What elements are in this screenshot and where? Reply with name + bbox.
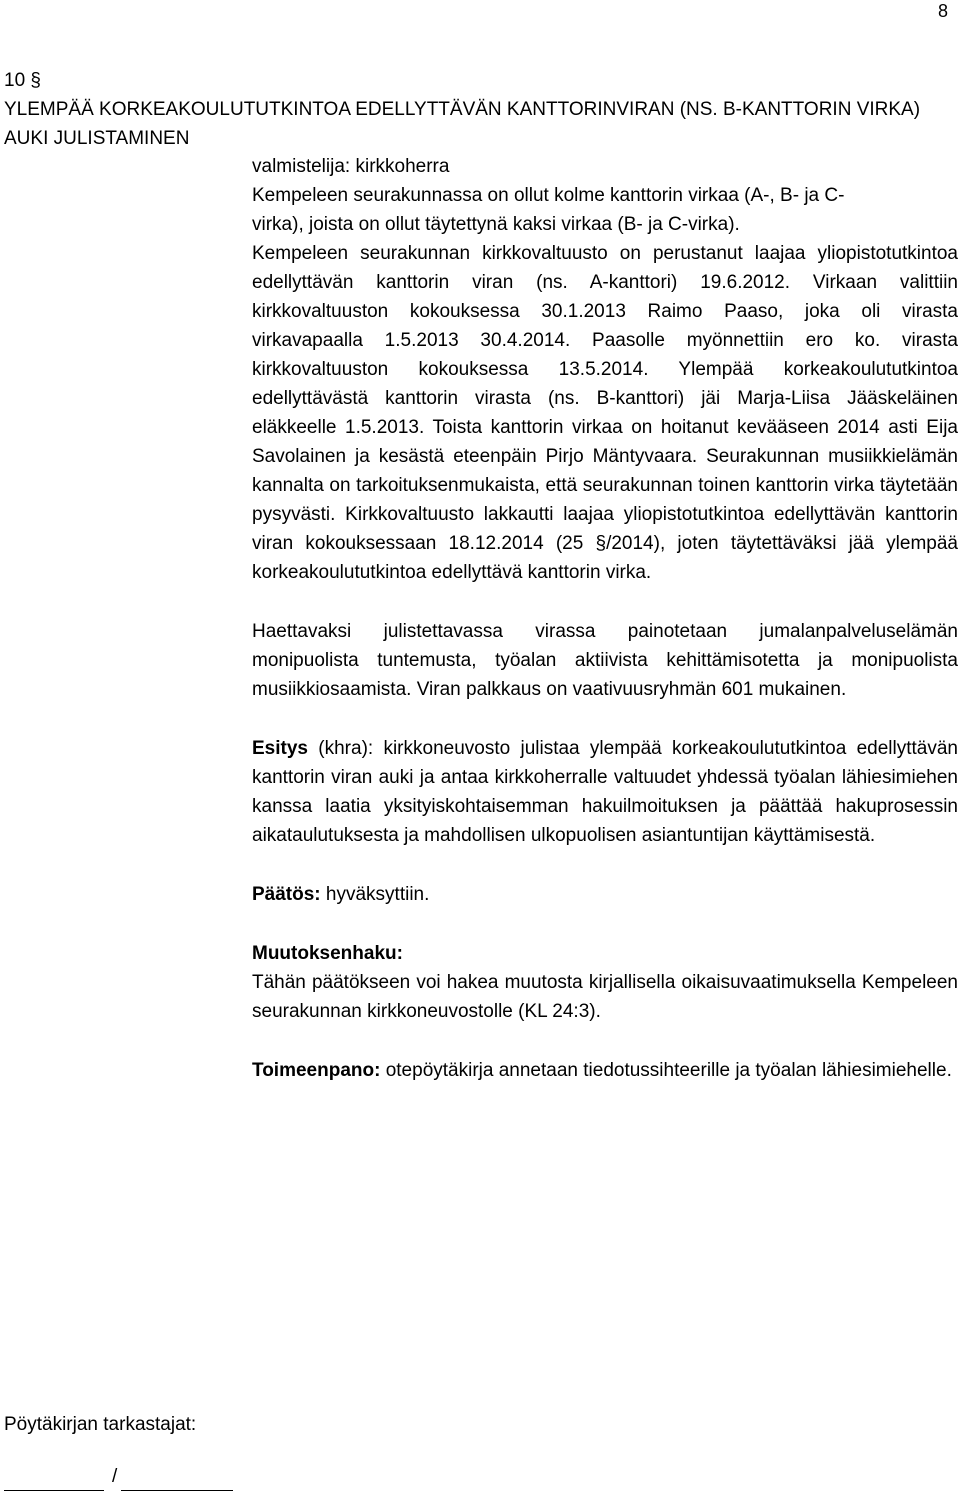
preparer-line: valmistelija: kirkkoherra [252, 156, 450, 177]
section-title-line-1: YLEMPÄÄ KORKEAKOULUTUTKINTOA EDELLYTTÄVÄN KANTTORINVIRAN (NS. B-KANTTORIN VIRKA) [4, 99, 921, 120]
proposal-label: Esitys [252, 738, 308, 759]
signature-blank-2 [121, 1470, 233, 1491]
section-number: 10 § [4, 70, 41, 91]
section-body [252, 152, 958, 1085]
decision-label: Päätös: [252, 884, 321, 905]
appeal-label: Muutoksenhaku: [252, 943, 403, 964]
background-paragraph: Kempeleen seurakunnan kirkkovaltuusto on perustanut laajaa yliopistotutkintoa edellyttävän kanttorin viran (ns. A-kanttori) 19.6.2012. Virkaan valittiin kirkkovaltuuston kokouksessa 30.1.2013 Raimo Paaso, joka oli virasta virkavapaalla 1.5.2013 30.4.2014. Paasolle myönnettiin ero ko. virasta kirkkovaltuuston kokouksessa 13.5.2014. Ylempää korkeakoulututkintoa edellyttävästä kanttorin virasta (ns. B-kanttori) jäi Marja-Liisa Jääskeläinen eläkkeelle 1.5.2013. Toista kanttorin virkaa on hoitanut kevääseen 2014 asti Eija Savolainen ja kesästä eteenpäin Pirjo Mäntyvaara. Seurakunnan musiikkielämän kannalta on tarkoituksenmukaista, että seurakunnan toinen kanttorin virka täytetään pysyvästi. Kirkkovaltuusto lakkautti laajaa yliopistotutkintoa edellyttävän kanttorin viran kokouksessaan 18.12.2014 (25 §/2014), joten täytettäväksi jää ylempää korkeakoulututkintoa edellyttävä kanttorin virka. [252, 243, 958, 583]
decision-text: hyväksyttiin. [320, 884, 430, 905]
section-title-line-2: AUKI JULISTAMINEN [4, 128, 190, 149]
execution-text: otepöytäkirja annetaan tiedotussihteerille ja työalan lähiesimiehelle. [380, 1060, 952, 1081]
proposal-paragraph [252, 734, 958, 850]
section-header [4, 66, 956, 153]
execution-label: Toimeenpano: [252, 1060, 381, 1081]
signature-blank-1 [4, 1470, 104, 1491]
page-number: 8 [937, 1, 948, 21]
proposal-text: (khra): kirkkoneuvosto julistaa ylempää korkeakoulututkintoa edellyttävän kanttorin viran auki ja antaa kirkkoherralle valtuudet yhdessä työalan lähiesimiehen kanssa laatia yksityiskohtaisemman hakuilmoituksen ja päättää hakuprosessin aikataulutuksesta ja mahdollisen ulkopuolisen asiantuntijan käyttämisestä. [252, 738, 958, 846]
signature-lines [4, 1462, 233, 1491]
execution-paragraph [252, 1056, 958, 1085]
decision-paragraph [252, 880, 958, 909]
emphasis-paragraph: Haettavaksi julistettavassa virassa painotetaan jumalanpalveluselämän monipuolista tuntemusta, työalan aktiivista kehittämisotetta ja monipuolista musiikkiosaamista. Viran palkkaus on vaativuusryhmän 601 mukainen. [252, 621, 958, 700]
appeal-text: Tähän päätökseen voi hakea muutosta kirjallisella oikaisuvaatimuksella Kempeleen seurakunnan kirkkoneuvostolle (KL 24:3). [252, 972, 958, 1022]
intro-line-2: virka), joista on ollut täytettynä kaksi virkaa (B- ja C-virka). [252, 214, 740, 235]
reviewers-label: Pöytäkirjan tarkastajat: [4, 1414, 197, 1435]
intro-line-1: Kempeleen seurakunnassa on ollut kolme kanttorin virkaa (A-, B- ja C- [252, 185, 845, 206]
signature-separator: / [112, 1466, 118, 1487]
